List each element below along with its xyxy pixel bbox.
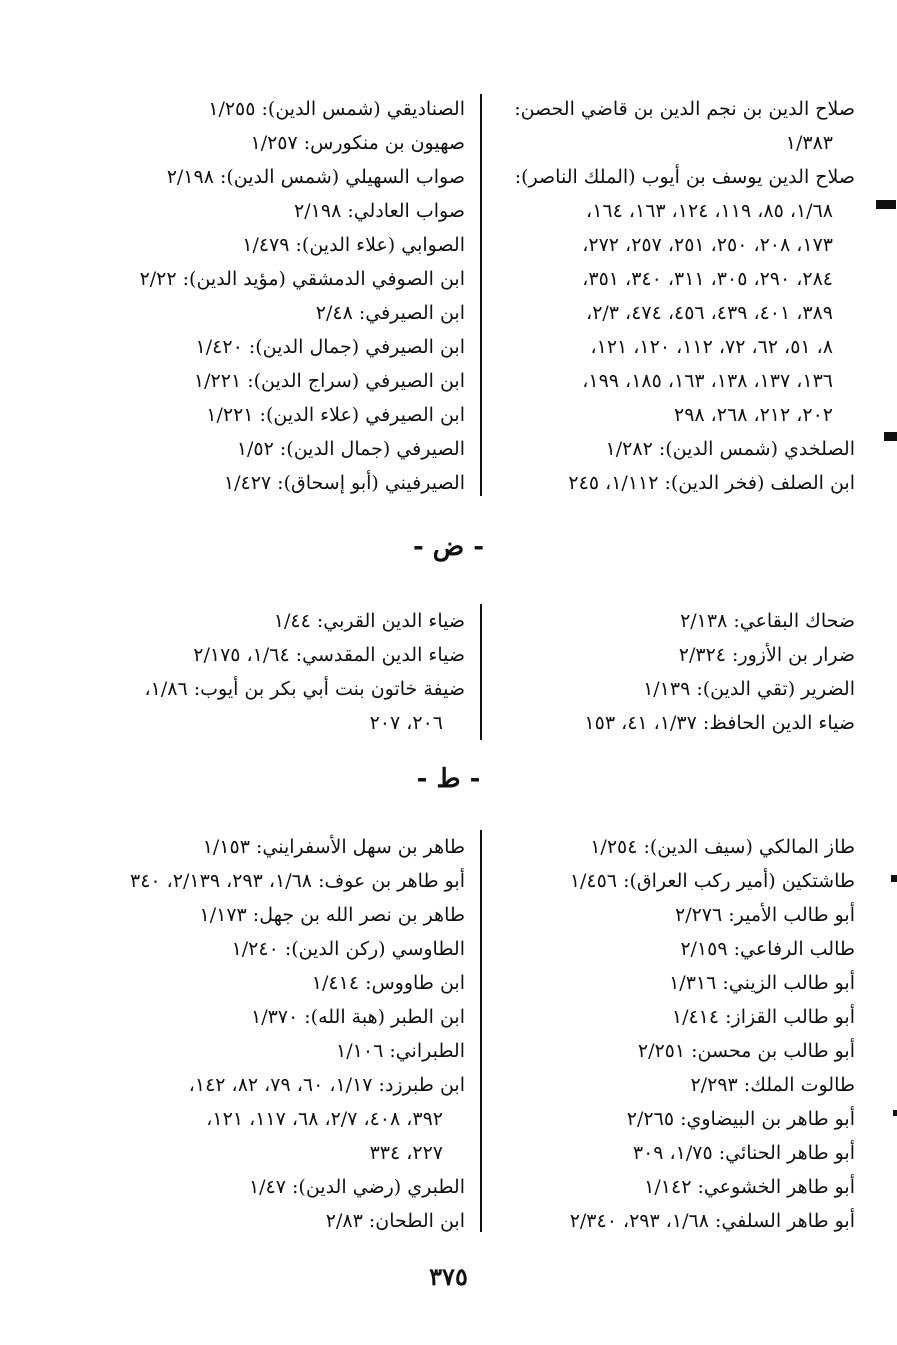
index-entry: ابن الطبر (هبة الله): ١/٣٧٠ [250,1006,465,1028]
page-number: ٣٧٥ [429,1262,468,1291]
index-entry: طالب الرفاعي: ٢/١٥٩ [680,938,855,960]
index-entry: ضحاك البقاعي: ٢/١٣٨ [680,610,855,632]
index-entry: ضياء الدين القربي: ١/٤٤ [273,610,465,632]
index-entry: ابن الصيرفي: ٢/٤٨ [315,302,465,324]
section-dad [95,604,855,744]
index-entry: أبو طالب القزاز: ١/٤١٤ [671,1006,855,1028]
index-entry-continuation: ٢٠٢، ٢١٢، ٢٦٨، ٢٩٨ [673,404,833,426]
index-entry: طاز المالكي (سيف الدين): ١/٢٥٤ [590,836,855,858]
index-entry: ابن الطحان: ٢/٨٣ [325,1210,465,1232]
index-entry: صلاح الدين يوسف بن أيوب (الملك الناصر): [514,166,855,188]
index-entry-continuation: ٣٩٢، ٤٠٨، ٢/٧، ٦٨، ١١٧، ١٢١، [206,1108,443,1130]
right-column [495,604,855,740]
scan-mark [891,875,897,882]
index-entry: أبو طاهر بن البيضاوي: ٢/٢٦٥ [626,1108,855,1130]
index-entry: أبو طاهر بن عوف: ١/٦٨، ٢٩٣، ٢/١٣٩، ٣٤٠ [130,870,465,892]
column-divider [480,94,482,496]
index-entry: ضياء الدين الحافظ: ١/٣٧، ٤١، ١٥٣ [584,712,855,734]
index-entry: طالوت الملك: ٢/٢٩٣ [690,1074,855,1096]
index-entry: ابن الصلف (فخر الدين): ١/١١٢، ٢٤٥ [568,472,855,494]
index-entry: أبو طاهر الحنائي: ١/٧٥، ٣٠٩ [632,1142,855,1164]
index-entry: ابن الصيرفي (علاء الدين): ١/٢٢١ [206,404,465,426]
scan-mark [876,200,896,209]
index-entry: ابن الصوفي الدمشقي (مؤيد الدين): ٢/٢٢ [139,268,465,290]
index-entry: ضرار بن الأزور: ٢/٣٢٤ [678,644,855,666]
index-entry: طاهر بن سهل الأسفرايني: ١/١٥٣ [202,836,465,858]
index-entry-continuation: ١٧٣، ٢٠٨، ٢٥٠، ٢٥١، ٢٥٧، ٢٧٢، [582,234,833,256]
left-column [95,604,465,740]
index-entry: الضرير (تقي الدين): ١/١٣٩ [643,678,855,700]
index-entry: الصيرفي (جمال الدين): ١/٥٢ [236,438,465,460]
index-entry: ابن طبرزد: ١/١٧، ٦٠، ٧٩، ٨٢، ١٤٢، [188,1074,465,1096]
index-entry: أبو طالب الأمير: ٢/٢٧٦ [674,904,855,926]
index-entry: ضيفة خاتون بنت أبي بكر بن أيوب: ١/٨٦، [144,678,465,700]
index-entry: طاهر بن نصر الله بن جهل: ١/١٧٣ [199,904,465,926]
index-entry: أبو طالب بن محسن: ٢/٢٥١ [637,1040,855,1062]
index-entry: الصيرفيني (أبو إسحاق): ١/٤٢٧ [223,472,465,494]
column-divider [480,604,482,740]
index-entry-continuation: ٣٨٩، ٤٠١، ٤٣٩، ٤٥٦، ٤٧٤، ٢/٣، [586,302,833,324]
index-entry: ابن الصيرفي (جمال الدين): ١/٤٢٠ [195,336,465,358]
index-entry-continuation: ١٣٦، ١٣٧، ١٣٨، ١٦٣، ١٨٥، ١٩٩، [582,370,833,392]
index-entry: الصلخدي (شمس الدين): ١/٢٨٢ [605,438,855,460]
index-entry: ابن طاووس: ١/٤١٤ [311,972,465,994]
index-entry: أبو طالب الزيني: ١/٣١٦ [669,972,855,994]
right-column [495,830,855,1238]
right-column [495,92,855,500]
scan-mark [893,1110,897,1116]
index-entry-continuation: ٢٢٧، ٣٣٤ [369,1142,443,1164]
column-divider [480,830,482,1232]
index-entry-continuation: ٢٠٦، ٢٠٧ [369,712,443,734]
index-entry: صواب العادلي: ٢/١٩٨ [294,200,465,222]
left-column [95,830,465,1238]
index-entry: الطبراني: ١/١٠٦ [336,1040,465,1062]
index-entry: الطبري (رضي الدين): ١/٤٧ [248,1176,465,1198]
index-entry: صواب السهيلي (شمس الدين): ٢/١٩٨ [166,166,465,188]
letter-heading-dad: - ض - [412,532,485,562]
index-entry-continuation: ٨، ٥١، ٦٢، ٧٢، ١١٢، ١٢٠، ١٢١، [590,336,833,358]
index-entry-continuation: ٢٨٤، ٢٩٠، ٣٠٥، ٣١١، ٣٤٠، ٣٥١، [582,268,833,290]
section-ta [95,830,855,1240]
left-column [95,92,465,500]
letter-heading-ta: - ط - [416,764,481,794]
index-entry: الصوابي (علاء الدين): ١/٤٧٩ [242,234,465,256]
index-entry-continuation: ١/٣٨٣ [785,132,833,154]
index-entry: صهيون بن منكورس: ١/٢٥٧ [250,132,465,154]
index-entry: ابن الصيرفي (سراج الدين): ١/٢٢١ [193,370,465,392]
index-entry: الطاوسي (ركن الدين): ١/٢٤٠ [231,938,465,960]
scan-mark [884,432,897,441]
index-entry: ضياء الدين المقدسي: ١/٦٤، ٢/١٧٥ [193,644,465,666]
section-sad [95,92,855,502]
index-entry: الصناديقي (شمس الدين): ١/٢٥٥ [208,98,465,120]
index-entry: طاشتكين (أمير ركب العراق): ١/٤٥٦ [569,870,855,892]
index-entry: أبو طاهر الخشوعي: ١/١٤٢ [644,1176,855,1198]
index-entry-continuation: ١/٦٨، ٨٥، ١١٩، ١٢٤، ١٦٣، ١٦٤، [586,200,833,222]
index-entry: أبو طاهر السلفي: ١/٦٨، ٢٩٣، ٢/٣٤٠ [569,1210,855,1232]
index-entry: صلاح الدين بن نجم الدين بن قاضي الحصن: [514,98,855,120]
